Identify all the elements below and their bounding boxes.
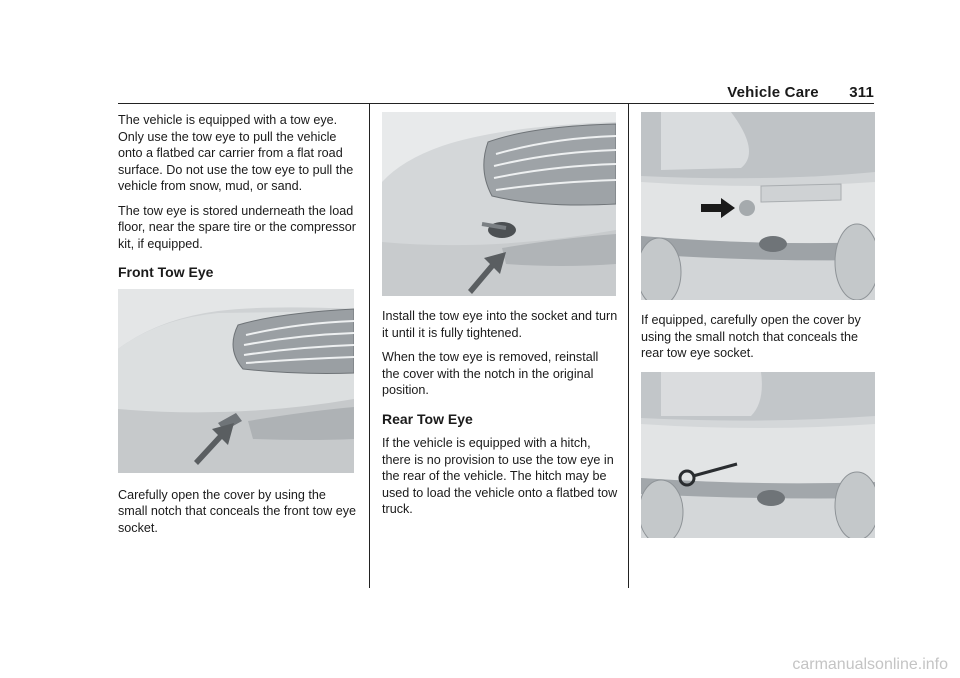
paragraph: The vehicle is equipped with a tow eye. Only use the tow eye to pull the vehicle onto a flatbed car carrier from a flat road surface. Do not use the tow eye to pull the vehicle from snow, mud, or sand. — [118, 113, 354, 193]
rear-tow-eye-installed-illustration — [641, 372, 875, 538]
column-divider — [628, 104, 629, 588]
page-number: 311 — [849, 84, 874, 101]
paragraph: If the vehicle is equipped with a hitch, there is no provision to use the tow eye in the rear of the vehicle. The hitch may be used to load the vehicle onto a flatbed tow truck. — [382, 436, 618, 516]
front-tow-eye-cover-illustration — [118, 289, 354, 473]
paragraph: The tow eye is stored underneath the load floor, near the spare tire or the compressor kit, if equipped. — [118, 203, 356, 251]
section-heading: Rear Tow Eye — [382, 410, 473, 427]
paragraph: Install the tow eye into the socket and turn it until it is fully tightened. — [382, 309, 618, 340]
page-header — [727, 84, 874, 101]
column-1 — [118, 112, 356, 544]
section-heading: Front Tow Eye — [118, 264, 214, 280]
column-divider — [369, 104, 370, 588]
rear-tow-eye-cover-illustration — [641, 112, 875, 300]
watermark: carmanualsonline.info — [792, 656, 948, 673]
paragraph: If equipped, carefully open the cover by using the small notch that conceals the rear tow eye socket. — [641, 313, 861, 360]
paragraph: Carefully open the cover by using the small notch that conceals the front tow eye socket. — [118, 487, 357, 535]
section-title: Vehicle Care — [727, 84, 819, 101]
column-3 — [641, 112, 877, 538]
column-2 — [382, 112, 618, 526]
paragraph: When the tow eye is removed, reinstall the cover with the notch in the original position. — [382, 350, 599, 397]
header-rule — [118, 103, 874, 104]
tow-eye-installed-illustration — [382, 112, 616, 296]
